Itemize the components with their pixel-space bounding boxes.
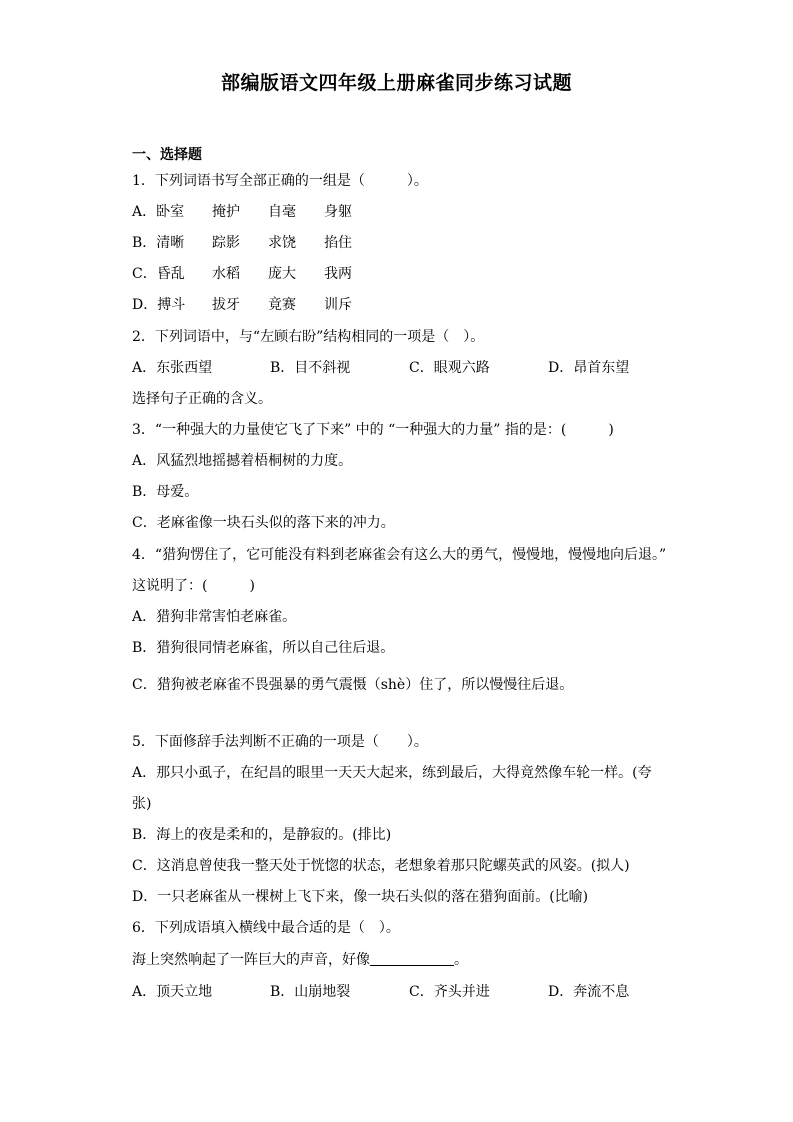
page-title: 部编版语文四年级上册麻雀同步练习试题 [220,72,572,94]
question-6-sentence [132,951,468,969]
question-5-option-c: C．这消息曾使我一整天处于恍惚的状态，老想象着那只陀螺英武的风姿。(拟人) [132,858,630,874]
option-text: B．清晰 [132,235,185,251]
question-4-option-c: C．猎狗被老麻雀不畏强暴的勇气震慑（shè）住了，所以慢慢往后退。 [132,677,574,693]
fill-in-blank [370,951,454,966]
question-5-option-a: A．那只小虱子，在纪昌的眼里一天天大起来，练到最后，大得竟然像车轮一样。(夸 [132,765,652,781]
option-text: 自毫 [268,204,296,220]
option-text: C．昏乱 [132,266,185,282]
option-text: 求饶 [268,235,296,251]
question-4-stem: 4．“猎狗愣住了，它可能没有料到老麻雀会有这么大的勇气，慢慢地，慢慢地向后退。” [132,547,667,563]
question-4-option-a: A．猎狗非常害怕老麻雀。 [132,609,297,625]
option-text: 踪影 [212,235,240,251]
instruction-text: 选择句子正确的含义。 [132,391,272,407]
option-text: 我两 [324,266,352,282]
question-5-stem: 5．下面修辞手法判断不正确的一项是（ ）。 [132,734,428,750]
question-2-stem: 2．下列词语中，与“左顾右盼”结构相同的一项是（ ）。 [132,329,485,345]
option-text: 掩护 [212,204,240,220]
question-5-option-a-continued: 张) [132,796,152,812]
question-5-option-d: D．一只老麻雀从一棵树上飞下来，像一块石头似的落在猎狗面前。(比喻) [132,889,589,905]
question-6-stem: 6．下列成语填入横线中最合适的是（ ）。 [132,920,400,936]
option-text: 拔牙 [212,297,240,313]
option-text: C．眼观六路 [409,360,490,376]
option-text: B．山崩地裂 [270,984,351,1000]
question-1-stem: 1．下列词语书写全部正确的一组是（ ）。 [132,173,428,189]
option-text: 水稻 [212,266,240,282]
option-text: 竟赛 [268,297,296,313]
option-text: A．东张西望 [132,360,213,376]
option-text: C．齐头并进 [409,984,490,1000]
question-5-option-b: B．海上的夜是柔和的，是静寂的。(排比) [132,827,392,843]
option-text: B．目不斜视 [270,360,351,376]
option-text: D．昂首东望 [548,360,630,376]
option-text: A．卧室 [132,204,185,220]
question-4-stem-continued: 这说明了：( ) [132,578,255,594]
question-3-stem: 3．“一种强大的力量使它飞了下来” 中的 “一种强大的力量” 指的是：( ) [132,422,614,438]
question-3-option-a: A．风猛烈地摇撼着梧桐树的力度。 [132,453,353,469]
question-4-option-b: B．猎狗很同情老麻雀，所以自己往后退。 [132,640,395,656]
option-text: 身躯 [324,204,352,220]
question-3-option-c: C．老麻雀像一块石头似的落下来的冲力。 [132,515,395,531]
question-3-option-b: B．母爱。 [132,484,199,500]
sentence-end: 。 [454,952,468,968]
option-text: 庞大 [268,266,296,282]
section-heading: 一、选择题 [132,147,202,163]
option-text: D．奔流不息 [548,984,630,1000]
option-text: D．搏斗 [132,297,186,313]
option-text: 掐住 [324,235,352,251]
sentence-text: 海上突然响起了一阵巨大的声音，好像 [132,952,370,968]
option-text: 训斥 [324,297,352,313]
option-text: A．顶天立地 [132,984,213,1000]
